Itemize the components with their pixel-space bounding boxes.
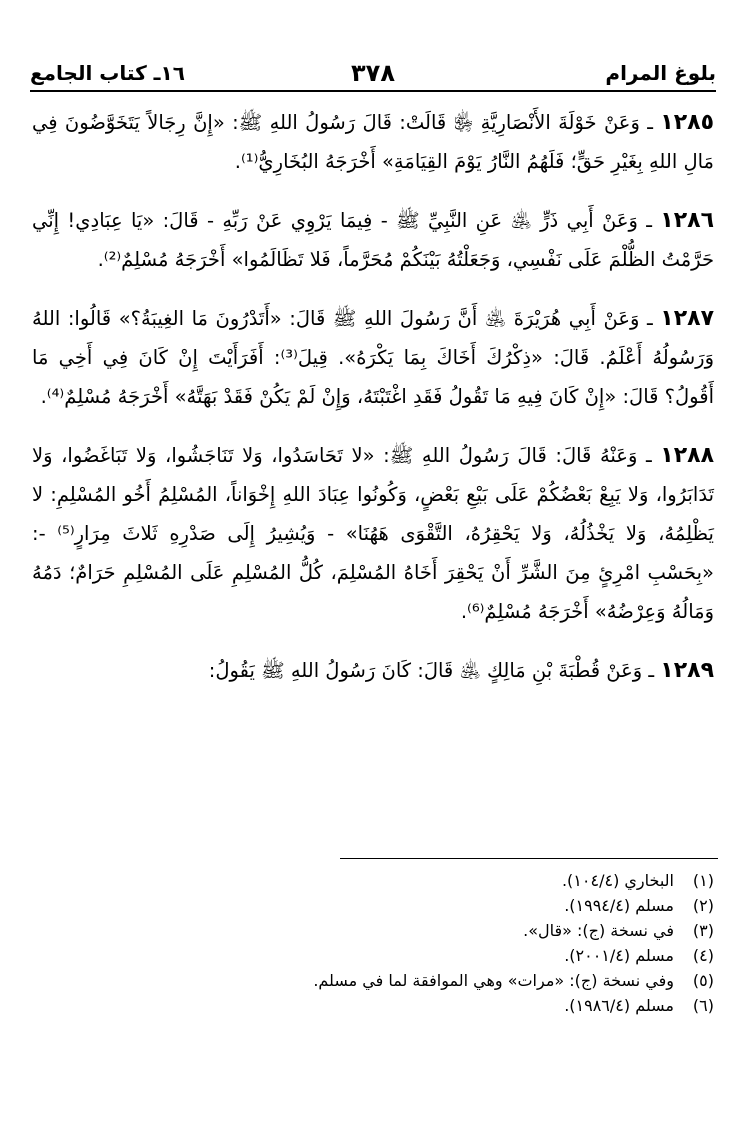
page-number: ٣٧٨ [351,59,395,87]
hadith-number: ١٢٨٨ [660,443,715,468]
footnote-text: مسلم (١٩٩٤/٤). [564,896,674,915]
footnote-text: البخاري (١٠٤/٤). [561,871,674,890]
hadith-number: ١٢٨٧ [660,306,714,331]
footnote-text: مسلم (١٩٨٦/٤). [564,996,674,1015]
footnote-number: (٢) [692,896,714,915]
footnote-number: (٦) [692,996,714,1015]
footnote-text: وفي نسخة (ج): «مرات» وهي الموافقة لما في مسلم. [313,971,674,990]
footnote [80,943,714,968]
hadith-paragraph [32,103,714,181]
footnote [80,918,714,943]
footnote [80,893,714,918]
hadith-number: ١٢٨٥ [660,110,714,135]
footnote [80,968,714,993]
footnote-number: (٤) [692,946,714,965]
book-title: بلوغ المرام [605,61,716,85]
hadith-number: ١٢٨٦ [660,208,715,233]
hadith-paragraph [32,299,714,416]
footnote-number: (٣) [692,921,714,940]
footnote [80,993,714,1018]
running-header [30,58,716,88]
hadith-text: ـ وَعَنْ قُطْبَةَ بْنِ مَالِكٍ ﵁ قَالَ: كَانَ رَسُولُ اللهِ ﷺ يَقُولُ: [208,659,655,682]
main-text [32,103,714,690]
hadith-text: ـ وَعَنْ خَوْلَةَ الأَنْصَارِيَّةِ ﵂ قَالَتْ: قَالَ رَسُولُ اللهِ ﷺ: «إِنَّ رِجَالاً يَتَخَوَّضُونَ فِي مَالِ اللهِ بِغَيْرِ حَقٍّ؛ فَلَهُمُ النَّارُ يَوْمَ القِيَامَةِ» أَخْرَجَهُ البُخَارِيُّ⁽¹⁾. [32,111,714,173]
hadith-text: ـ وَعَنْ أَبِي ذَرٍّ ﵁ عَنِ النَّبِيِّ ﷺ - فِيمَا يَرْوِي عَنْ رَبِّهِ - قَالَ: «يَا عِبَادِي! إِنِّي حَرَّمْتُ الظُّلْمَ عَلَى نَفْسِي، وَجَعَلْتُهُ بَيْنَكُمْ مُحَرَّماً، فَلا تَظَالَمُوا» أَخْرَجَهُ مُسْلِمٌ⁽²⁾. [32,209,714,271]
hadith-text: ـ وَعَنْهُ قَالَ: قَالَ رَسُولُ اللهِ ﷺ: «لا تَحَاسَدُوا، وَلا تَنَاجَشُوا، وَلا تَبَاغَضُوا، وَلا تَدَابَرُوا، وَلا يَبِعْ بَعْضُكُمْ عَلَى بَيْعِ بَعْضٍ، وَكُونُوا عِبَادَ اللهِ إِخْوَاناً، المُسْلِمُ أَخُو المُسْلِمِ: لا يَظْلِمُهُ، وَلا يَخْذُلُهُ، وَلا يَحْقِرُهُ، التَّقْوَى هَهُنَا» - وَيُشِيرُ إِلَى صَدْرِهِ ثَلاثَ مِرَارٍ⁽⁵⁾ -: «بِحَسْبِ امْرِئٍ مِنَ الشَّرِّ أَنْ يَحْقِرَ أَخَاهُ المُسْلِمَ، كُلُّ المُسْلِمِ عَلَى المُسْلِمِ حَرَامٌ؛ دَمُهُ وَمَالُهُ وَعِرْضُهُ» أَخْرَجَهُ مُسْلِمٌ⁽⁶⁾. [32,444,714,623]
footnote-rule [340,858,718,859]
hadith-paragraph [32,436,714,631]
footnotes [80,868,714,1018]
footnote-text: في نسخة (ج): «قال». [523,921,674,940]
chapter-title: ١٦ـ كتاب الجامع [30,61,185,85]
header-rule [30,90,716,92]
footnote-number: (١) [692,871,714,890]
hadith-number: ١٢٨٩ [660,658,714,683]
footnote-number: (٥) [692,971,714,990]
footnote [80,868,714,893]
hadith-paragraph [32,651,714,690]
hadith-text: ـ وَعَنْ أَبِي هُرَيْرَةَ ﵁ أَنَّ رَسُولَ اللهِ ﷺ قَالَ: «أَتَدْرُونَ مَا الغِيبَةُ؟» قَالُوا: اللهُ وَرَسُولُهُ أَعْلَمُ. قَالَ: «ذِكْرُكَ أَخَاكَ بِمَا يَكْرَهُ». قِيلَ⁽³⁾: أَفَرَأَيْتَ إِنْ كَانَ فِي أَخِي مَا أَقُولُ؟ قَالَ: «إِنْ كَانَ فِيهِ مَا تَقُولُ فَقَدِ اغْتَبْتَهُ، وَإِنْ لَمْ يَكُنْ فَقَدْ بَهَتَّهُ» أَخْرَجَهُ مُسْلِمٌ⁽⁴⁾. [32,307,714,408]
hadith-paragraph [32,201,714,279]
footnote-text: مسلم (٢٠٠١/٤). [564,946,674,965]
